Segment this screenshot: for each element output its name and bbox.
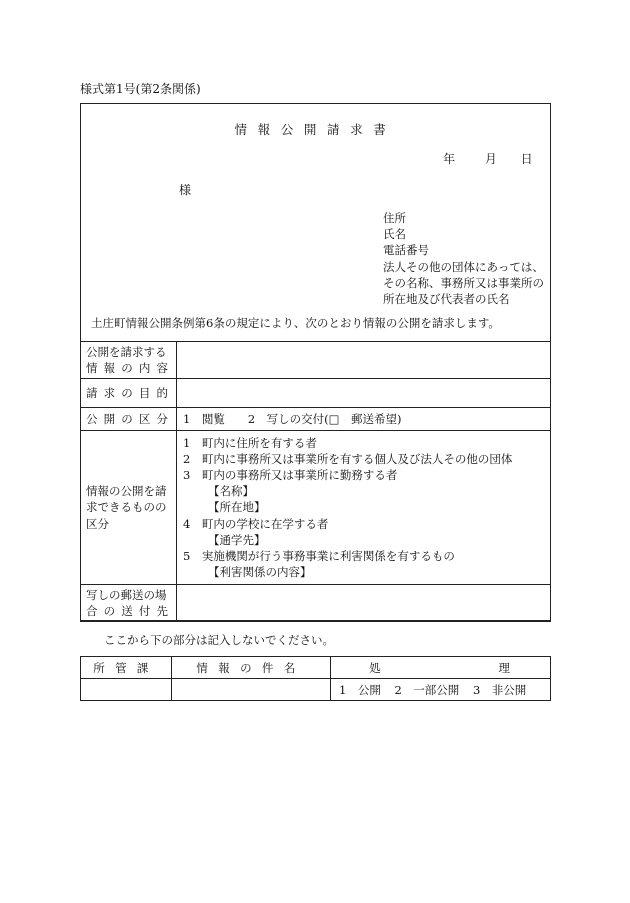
table-row (81, 679, 551, 701)
office-subject-field (172, 679, 331, 701)
category-item-3[interactable]: 3 町内の事務所又は事業所に勤務する者 (183, 467, 398, 482)
table-row (81, 379, 551, 408)
category-item-5[interactable]: 5 実施機関が行う事務事業に利害関係を有するもの (183, 549, 455, 563)
date-line (443, 150, 533, 167)
office-col-department: 所管課 (81, 657, 172, 679)
applicant-address-label: 住所 (383, 211, 406, 225)
content-field[interactable] (177, 342, 551, 379)
category-item-1[interactable]: 1 町内に住所を有する者 (183, 435, 317, 450)
office-use-table (80, 656, 551, 701)
category-label: 情報の公開を請求できるものの区分 (81, 431, 177, 585)
content-label-2: 情 報 の 内 容 (86, 361, 168, 375)
request-detail-table (80, 341, 551, 622)
mail-label: 写しの郵送の場 合 の 送 付 先 (81, 585, 177, 622)
category-item-4[interactable]: 4 町内の学校に在学する者 (183, 516, 329, 531)
addressee-suffix: 様 (179, 183, 192, 197)
table-row (81, 431, 551, 585)
method-label: 公 開 の 区 分 (81, 408, 177, 431)
content-label: 公開を請求する 情 報 の 内 容 (81, 342, 177, 379)
office-col-processing: 処 理 (331, 657, 551, 679)
date-month: 月 (484, 152, 497, 166)
form-number: 様式第1号(第2条関係) (80, 82, 201, 96)
mail-address-field[interactable] (177, 585, 551, 622)
table-row (81, 657, 551, 679)
category-item-2[interactable]: 2 町内に事務所又は事業所を有する個人及び法人その他の団体 (183, 451, 513, 466)
office-use-note: ここから下の部分は記入しないでください。 (104, 633, 334, 647)
applicant-fields (383, 210, 544, 307)
category-list (177, 431, 551, 585)
office-processing-options (331, 679, 551, 701)
office-department-field (81, 679, 172, 701)
purpose-label: 請 求 の 目 的 (81, 379, 177, 408)
option-disclose: 1 公開 (339, 682, 381, 697)
table-row (81, 585, 551, 622)
table-row (81, 408, 551, 431)
applicant-phone-label: 電話番号 (383, 243, 429, 258)
request-form-box (80, 103, 551, 621)
date-day: 日 (520, 152, 533, 166)
applicant-org-note-1: 法人その他の団体にあっては、 (383, 259, 544, 274)
category-3-name-field[interactable]: 【名称】 (208, 484, 254, 499)
form-title: 情報公開請求書 (234, 122, 397, 137)
option-non-disclose: 3 非公開 (472, 682, 527, 697)
request-statement: 土庄町情報公開条例第6条の規定により、次のとおり情報の公開を請求します。 (91, 316, 500, 330)
date-year: 年 (443, 152, 456, 166)
table-row (81, 342, 551, 379)
applicant-name-label: 氏名 (383, 227, 406, 242)
category-3-address-field[interactable]: 【所在地】 (208, 500, 266, 515)
category-5-interest-field[interactable]: 【利害関係の内容】 (208, 565, 312, 580)
applicant-org-note-2: その名称、事務所又は事業所の (383, 275, 544, 290)
category-4-school-field[interactable]: 【通学先】 (208, 532, 266, 547)
option-partial-disclose: 2 一部公開 (394, 682, 460, 697)
purpose-field[interactable] (177, 379, 551, 408)
method-value[interactable]: 1 閲覧 2 写しの交付(□ 郵送希望) (177, 408, 551, 431)
office-col-subject: 情報の件名 (172, 657, 331, 679)
applicant-org-note-3: 所在地及び代表者の氏名 (383, 292, 510, 307)
